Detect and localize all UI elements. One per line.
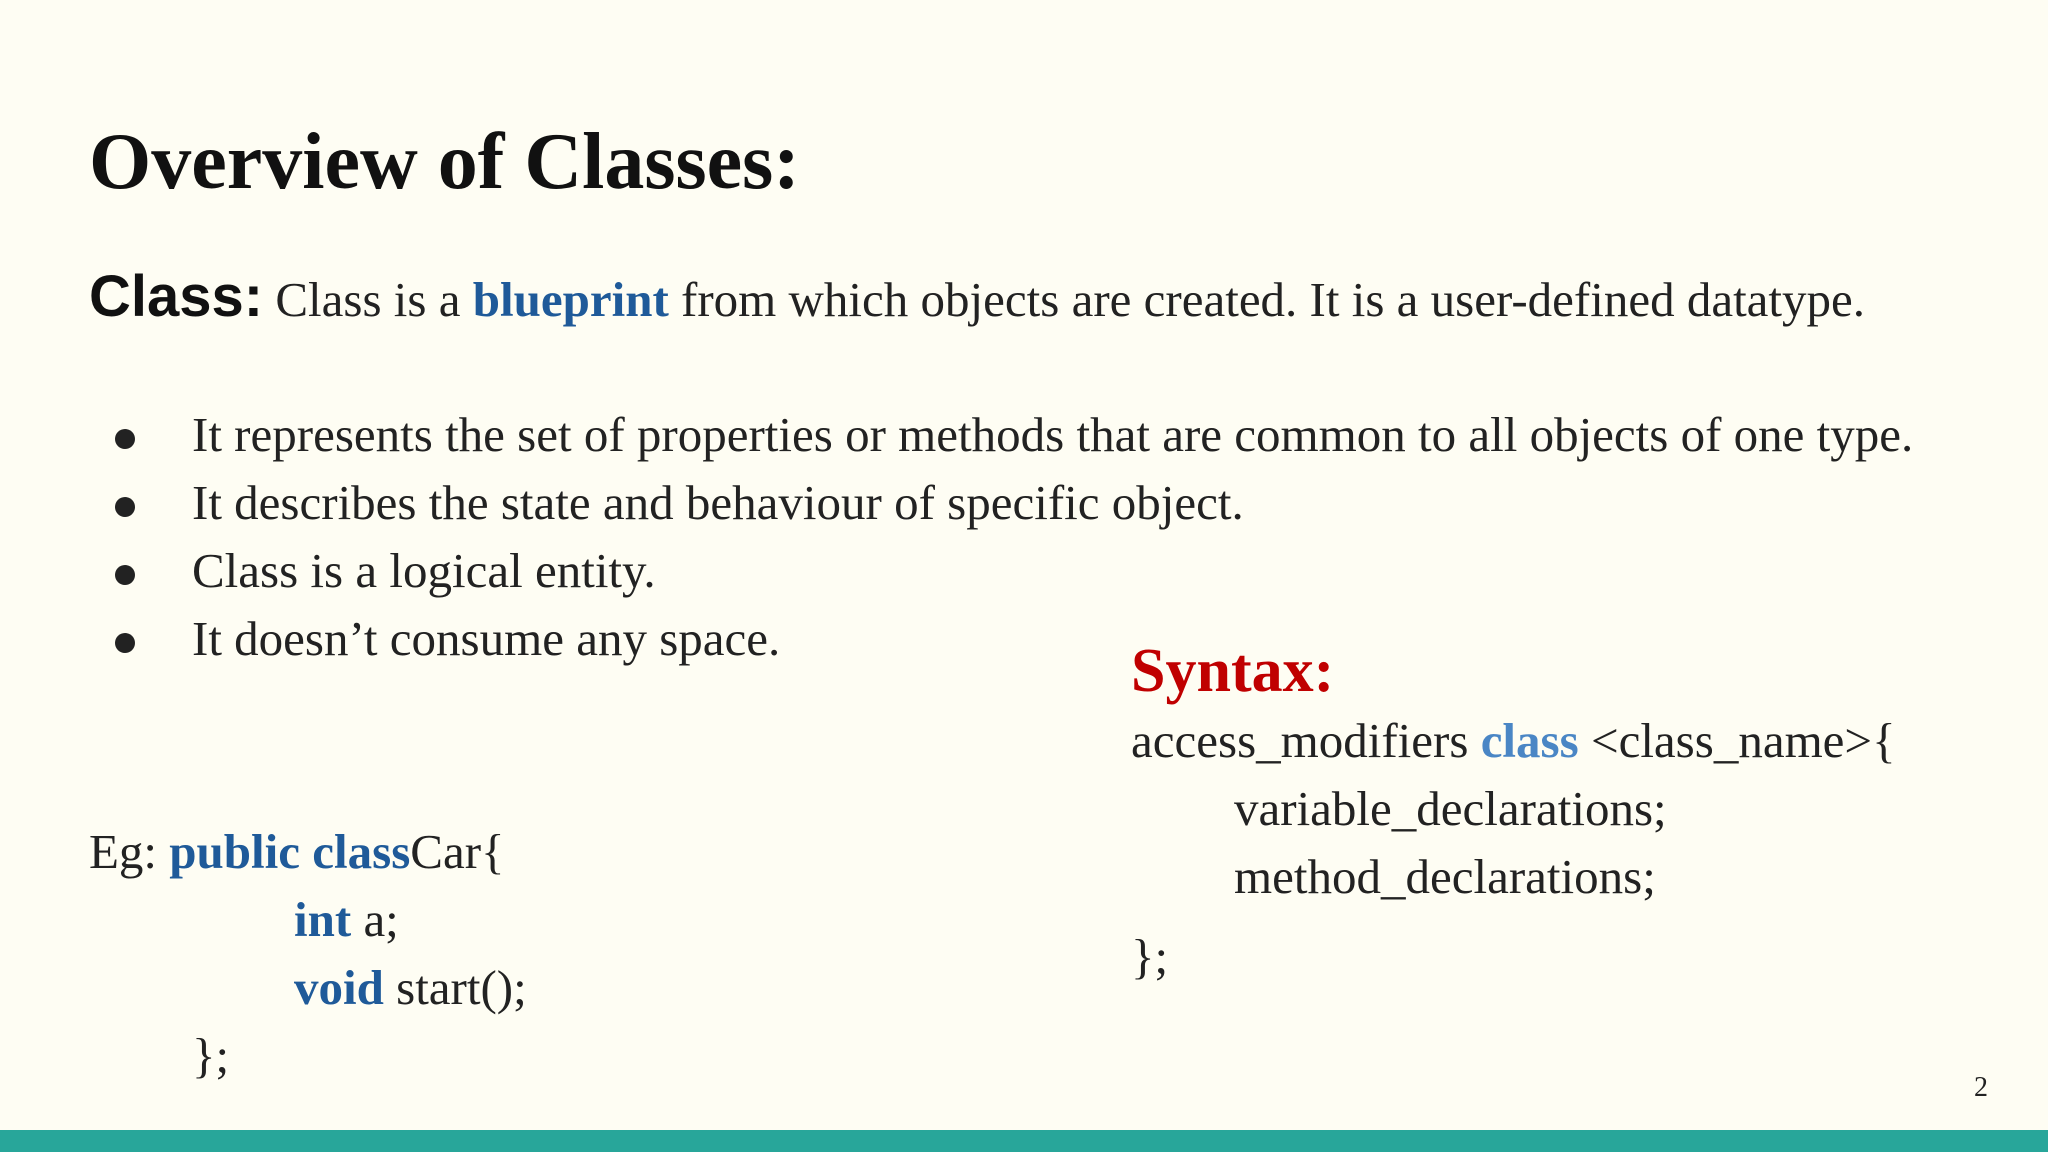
syntax-block [1131,635,1896,991]
syntax-line-closing: }; [1131,929,1169,984]
bullet-dot-icon [115,497,135,517]
bullet-text: Class is a logical entity. [192,543,656,598]
example-line-field [89,886,527,954]
syntax-keyword-class: class [1480,713,1579,768]
syntax-class-name: <class_name>{ [1590,713,1896,768]
example-class-name: Car{ [410,824,505,879]
keyword-public: public [169,824,301,879]
example-prefix: Eg: [89,824,158,879]
example-field: a; [363,892,399,947]
keyword-void: void [294,960,384,1015]
example-line-closing: }; [192,1028,230,1083]
bullet-item [89,469,1949,537]
syntax-line-methods: method_declarations; [1234,849,1656,904]
bullet-dot-icon [115,633,135,653]
definition-keyword: blueprint [472,272,669,327]
syntax-access-modifiers: access_modifiers [1131,713,1469,768]
example-method: start(); [396,960,527,1015]
bottom-accent-bar [0,1130,2048,1152]
syntax-line-declaration [1131,707,1896,775]
bullet-item [89,537,1949,605]
page-number: 2 [1974,1072,1988,1103]
bullet-item [89,401,1949,469]
code-example [89,818,527,1090]
definition-term: Class: [89,264,264,329]
example-line-declaration [89,818,527,886]
definition-text-before: Class is a [275,272,461,327]
bullet-text: It describes the state and behaviour of specific object. [192,475,1244,530]
bullet-dot-icon [115,565,135,585]
keyword-int: int [294,892,352,947]
bullet-list [89,401,1949,673]
syntax-title: Syntax: [1131,637,1335,705]
syntax-line-variables: variable_declarations; [1234,781,1667,836]
definition-text-after: from which objects are created. It is a user-defined datatype. [681,272,1866,327]
example-line-method [89,954,527,1022]
bullet-text: It represents the set of properties or methods that are common to all objects of one type. [192,407,1914,462]
class-definition [89,262,1865,332]
bullet-dot-icon [115,429,135,449]
keyword-class: class [312,824,411,879]
slide-title: Overview of Classes: [89,118,800,206]
bullet-text: It doesn’t consume any space. [192,611,781,666]
